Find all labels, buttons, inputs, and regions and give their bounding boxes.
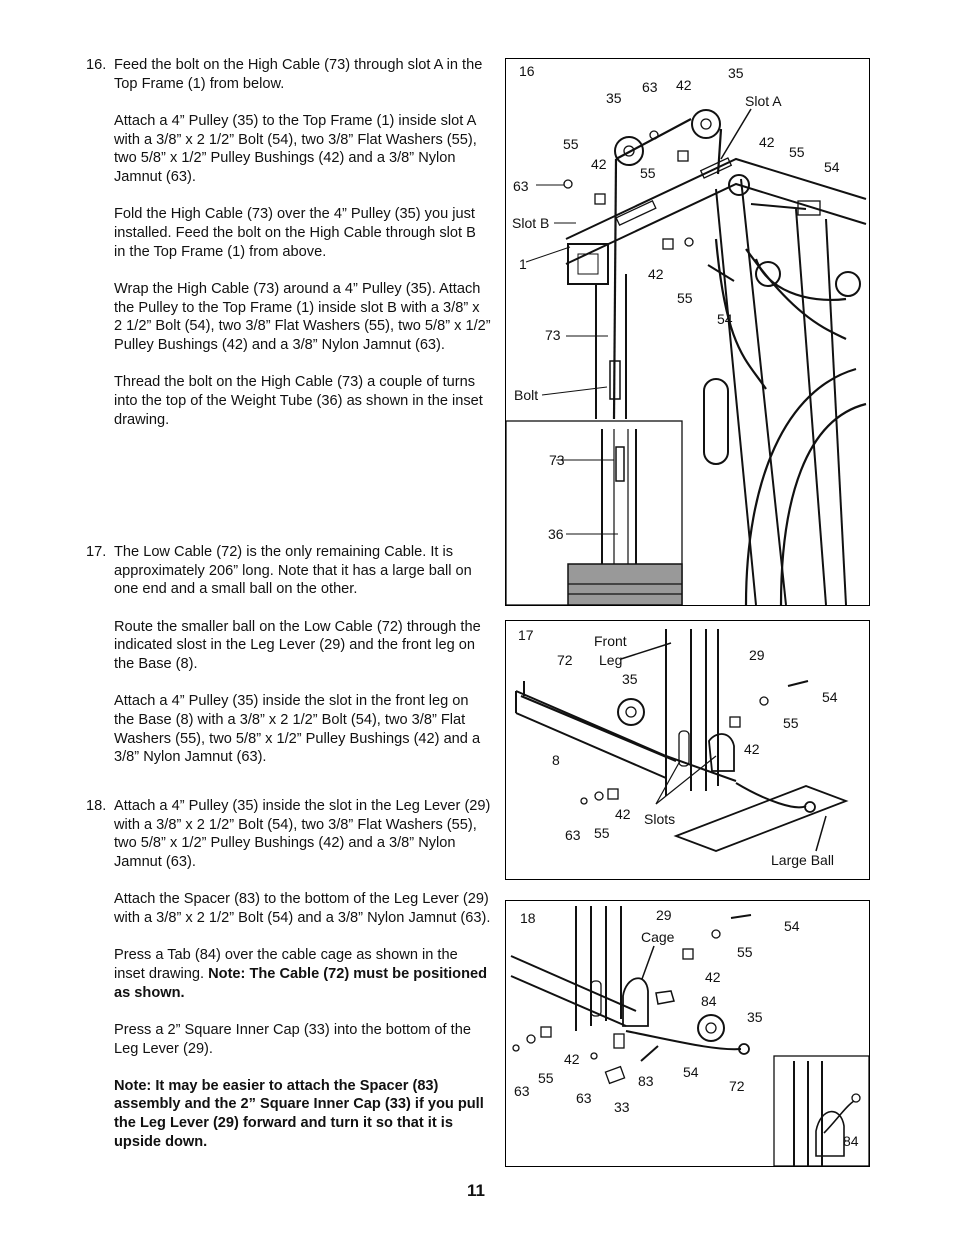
step-18-paragraph: Attach a 4” Pulley (35) inside the slot in the Leg Lever (29) with a 3/8” x 2 1/2” Bolt (54), two 3/8” Flat Washers (55), two 5/8” x 1/2” Pulley Bushings (42) and a 3/8” Nylon Jamnut (63).	[114, 798, 491, 871]
part-label: 84	[843, 1133, 859, 1149]
front-leg-label: Front	[594, 633, 627, 649]
part-label: 1	[519, 256, 527, 272]
part-label: 33	[614, 1099, 630, 1115]
part-label: 73	[549, 452, 565, 468]
part-label: 54	[717, 311, 733, 327]
step-16-paragraph: Thread the bolt on the High Cable (73) a couple of turns into the top of the Weight Tube (36) as shown in the inset drawing.	[114, 374, 483, 428]
figure-step-number: 17	[518, 627, 534, 643]
step-number: 18.	[86, 798, 107, 814]
part-label: 63	[565, 827, 581, 843]
part-label: 55	[737, 944, 753, 960]
step-16	[86, 56, 491, 429]
step-18-text: Press a Tab (84) over the cable cage as shown in the inset drawing.	[114, 947, 458, 982]
part-label: 63	[513, 178, 529, 194]
slot-b-label: Slot B	[512, 215, 550, 231]
step-number: 16.	[86, 57, 107, 73]
part-label: 42	[591, 156, 607, 172]
part-label: 72	[729, 1078, 745, 1094]
front-leg-label: Leg	[599, 652, 623, 668]
part-label: 42	[615, 806, 631, 822]
part-label: 73	[545, 327, 561, 343]
part-label: 63	[576, 1090, 592, 1106]
part-label: 84	[701, 993, 717, 1009]
figure-step-number: 18	[520, 910, 536, 926]
upside-down-note: Note: It may be easier to attach the Spacer (83) assembly and the 2” Square Inner Cap (33) if you pull the Leg Lever (29) forward and turn it so that it is upside down.	[114, 1077, 484, 1150]
part-label: 29	[749, 647, 765, 663]
figure-17	[505, 620, 870, 880]
large-ball-label: Large Ball	[771, 852, 835, 868]
part-label: 55	[594, 825, 610, 841]
step-16-paragraph: Wrap the High Cable (73) around a 4” Pulley (35). Attach the Pulley to the Top Frame (1) inside slot B with a 3/8” x 2 1/2” Bolt (54), two 3/8” Flat Washers (55), two 5/8” x 1/2” Pulley Bushings (42) and a 3/8” Nylon Jamnut (63).	[114, 280, 491, 353]
part-label: 42	[648, 266, 664, 282]
cage-label: Cage	[641, 929, 675, 945]
step-17	[86, 543, 491, 767]
part-label: 55	[538, 1070, 554, 1086]
part-label: 63	[642, 79, 658, 95]
step-17-paragraph: The Low Cable (72) is the only remaining Cable. It is approximately 206” long. Note that it has a large ball on one end and a small ball on the other.	[114, 544, 472, 598]
step-number: 17.	[86, 544, 107, 560]
step-16-paragraph: Feed the bolt on the High Cable (73) through slot A in the Top Frame (1) from below.	[114, 57, 483, 92]
part-label: 42	[564, 1051, 580, 1067]
step-17-paragraph: Attach a 4” Pulley (35) inside the slot in the front leg on the Base (8) with a 3/8” x 2 1/2” Bolt (54), two 3/8” Flat Washers (55), two 5/8” x 1/2” Pulley Bushings (42) and a 3/8” Nylon Jamnut (63).	[114, 693, 481, 766]
step-18-paragraph: Attach the Spacer (83) to the bottom of the Leg Lever (29) with a 3/8” x 2 1/2” Bolt (54) and a 3/8” Nylon Jamnut (63).	[114, 891, 491, 927]
part-label: 55	[783, 715, 799, 731]
step-18	[86, 797, 491, 1152]
part-label: 55	[677, 290, 693, 306]
figure-16	[505, 58, 870, 606]
part-label: 54	[784, 918, 800, 934]
part-label: 54	[822, 689, 838, 705]
part-label: 42	[676, 77, 692, 93]
step-16-paragraph: Attach a 4” Pulley (35) to the Top Frame (1) inside slot A with a 3/8” x 2 1/2” Bolt (54), two 3/8” Flat Washers (55), two 5/8” x 1/2” Pulley Bushings (42) and a 3/8” Nylon Jamnut (63).	[114, 112, 477, 186]
step-18-paragraph	[114, 946, 491, 1002]
part-label: 36	[548, 526, 564, 542]
step-17-paragraph: Route the smaller ball on the Low Cable (72) through the indicated slost in the Leg Lever (29) and the front leg on the Base (8).	[114, 618, 481, 673]
part-label: 55	[640, 165, 656, 181]
part-label: 35	[747, 1009, 763, 1025]
part-label: 54	[683, 1064, 699, 1080]
part-label: 42	[744, 741, 760, 757]
slot-a-label: Slot A	[745, 93, 782, 109]
figure-step-number: 16	[519, 63, 535, 79]
part-label: 42	[759, 134, 775, 150]
figure-18-drawing	[506, 901, 869, 1166]
part-label: 83	[638, 1073, 654, 1089]
slots-label: Slots	[644, 811, 676, 827]
cable-position-note: Note: The Cable (72) must be positioned as shown.	[114, 965, 488, 1001]
part-label: 29	[656, 907, 672, 923]
part-label: 35	[622, 671, 638, 687]
part-label: 8	[552, 752, 560, 768]
part-label: 55	[563, 136, 579, 152]
part-label: 35	[606, 90, 622, 106]
step-18-paragraph: Press a 2” Square Inner Cap (33) into the bottom of the Leg Lever (29).	[114, 1021, 471, 1057]
part-label: 63	[514, 1083, 530, 1099]
part-label: 35	[728, 65, 744, 81]
part-label: 42	[705, 969, 721, 985]
part-label: 54	[824, 159, 840, 175]
figure-18	[505, 900, 870, 1167]
page-number: 11	[467, 1181, 485, 1200]
step-16-paragraph: Fold the High Cable (73) over the 4” Pulley (35) you just installed. Feed the bolt on the High Cable through slot B in the Top Frame (1) from above.	[114, 206, 476, 260]
part-label: 72	[557, 652, 573, 668]
part-label: 55	[789, 144, 805, 160]
bolt-label: Bolt	[514, 387, 539, 403]
